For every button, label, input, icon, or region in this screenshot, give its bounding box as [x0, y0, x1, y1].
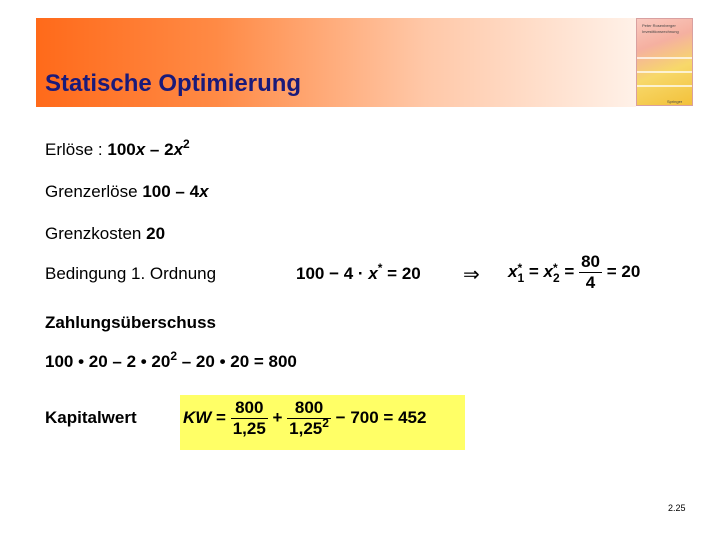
- implies-symbol: ⇒: [463, 264, 480, 286]
- foc-solution: [508, 252, 640, 293]
- foc-fraction: [579, 252, 602, 293]
- surplus-calc-part2: – 20 • 20 = 800: [177, 352, 297, 371]
- marginal-cost-line: [45, 224, 165, 244]
- page-number: 2.25: [668, 503, 686, 513]
- x1-star: *: [517, 260, 523, 275]
- book-publisher: Springer: [667, 99, 683, 104]
- x2-var: x: [543, 261, 553, 281]
- npv-f2-den-wrap: [287, 418, 331, 439]
- x1-var: x: [508, 261, 518, 281]
- npv-f2-exp: 2: [322, 416, 329, 430]
- x2-star: *: [553, 260, 558, 275]
- npv-kw: KW: [183, 407, 212, 427]
- npv-f2-den: 1,25: [289, 419, 323, 438]
- foc-result: = 20: [601, 261, 641, 281]
- surplus-calc-part1: 100 • 20 – 2 • 20: [45, 352, 171, 371]
- foc-lhs: 100 − 4 ·: [296, 264, 369, 283]
- foc-var: x: [368, 264, 378, 283]
- npv-eq: =: [211, 407, 231, 427]
- x1-sub: 1: [517, 270, 525, 285]
- revenue-var: x: [135, 140, 146, 159]
- revenue-expr: 100: [107, 140, 136, 159]
- marginal-cost-label: Grenzkosten: [45, 224, 147, 243]
- book-title: Investitionsrechnung: [642, 29, 679, 34]
- foc-rhs: = 20: [382, 264, 421, 283]
- npv-f1-num: 800: [235, 398, 264, 417]
- revenue-exponent: 2: [183, 137, 190, 151]
- foc-eq2: =: [559, 261, 580, 281]
- revenue-label: Erlöse :: [45, 140, 108, 159]
- foc-frac-num: 80: [581, 252, 600, 271]
- first-order-label: Bedingung 1. Ordnung: [45, 264, 217, 283]
- cover-stripe: [637, 85, 693, 87]
- cover-stripe: [637, 71, 693, 73]
- marginal-revenue-var: x: [199, 182, 209, 201]
- book-cover-image: [636, 18, 693, 106]
- book-author: Peter Rosenberger: [642, 23, 676, 28]
- cover-stripe: [637, 57, 693, 59]
- npv-fraction-2: [287, 398, 331, 439]
- first-order-equation: [296, 261, 421, 284]
- surplus-calc-exp: 2: [170, 349, 178, 363]
- npv-f2-num: 800: [294, 398, 324, 417]
- x2-sub: 2: [553, 270, 560, 285]
- npv-label: Kapitalwert: [45, 408, 137, 427]
- surplus-label: Zahlungsüberschuss: [45, 313, 216, 332]
- slide-title: Statische Optimierung: [45, 70, 302, 97]
- surplus-calculation: [45, 349, 297, 372]
- revenue-minus: – 2: [145, 140, 174, 159]
- marginal-revenue-expr: 100 – 4: [142, 182, 200, 201]
- revenue-var2: x: [173, 140, 184, 159]
- foc-frac-den: 4: [579, 272, 602, 293]
- revenue-line: [45, 137, 190, 160]
- foc-star: *: [377, 261, 383, 275]
- npv-rest: − 700 = 452: [330, 407, 427, 427]
- marginal-cost-value: 20: [146, 224, 166, 243]
- npv-fraction-1: [231, 398, 268, 439]
- foc-eq: =: [524, 261, 544, 281]
- npv-plus: +: [267, 407, 288, 427]
- npv-f1-den: 1,25: [232, 419, 266, 438]
- npv-formula: [183, 398, 426, 439]
- marginal-revenue-line: [45, 182, 209, 202]
- marginal-revenue-label: Grenzerlöse: [45, 182, 143, 201]
